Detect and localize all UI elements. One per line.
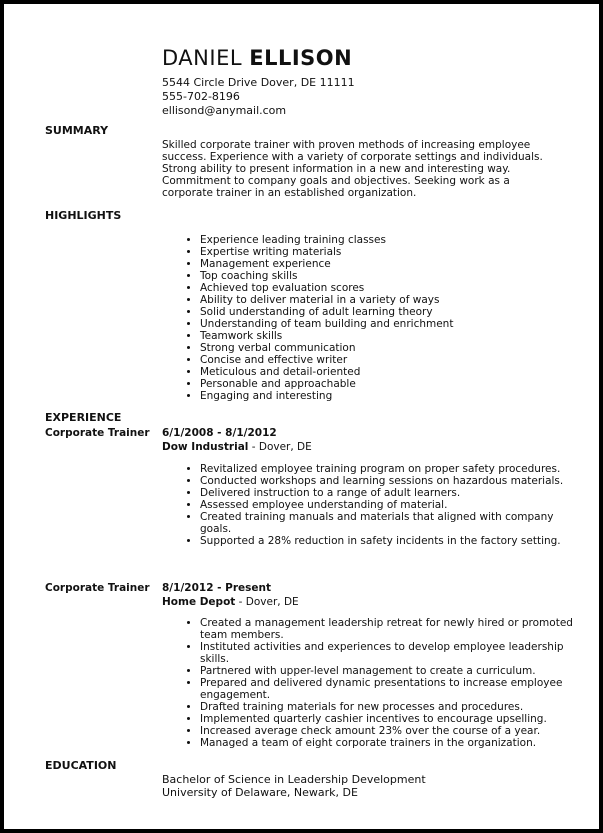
list-item: • Expertise writing materials	[200, 246, 580, 258]
list-item: • Meticulous and detail-oriented	[200, 366, 580, 378]
company-name: Dow Industrial	[162, 441, 249, 453]
job-dates: 8/1/2012 - Present	[162, 582, 272, 594]
list-item: • Achieved top evaluation scores	[200, 282, 580, 294]
summary-heading: SUMMARY	[45, 124, 109, 137]
list-item: • Partnered with upper-level management to create a curriculum.	[200, 665, 580, 677]
list-item: • Drafted training materials for new processes and procedures.	[200, 701, 580, 713]
list-item: • Teamwork skills	[200, 330, 580, 342]
education-heading: EDUCATION	[45, 759, 117, 772]
list-item: • Experience leading training classes	[200, 234, 580, 246]
company-location: - Dover, DE	[248, 441, 312, 453]
first-name: DANIEL	[162, 46, 243, 70]
list-item: • Revitalized employee training program on proper safety procedures.	[200, 463, 580, 475]
job-title: Corporate Trainer	[45, 427, 150, 439]
list-item: • Prepared and delivered dynamic presentations to increase employee engagement.	[200, 677, 580, 701]
company-name: Home Depot	[162, 596, 236, 608]
list-item: • Management experience	[200, 258, 580, 270]
list-item: • Created training manuals and materials that aligned with company goals.	[200, 511, 580, 535]
phone: 555-702-8196	[162, 90, 240, 103]
list-item: • Solid understanding of adult learning theory	[200, 306, 580, 318]
list-item: • Managed a team of eight corporate trainers in the organization.	[200, 737, 580, 749]
list-item: • Engaging and interesting	[200, 390, 580, 402]
highlights-list	[184, 234, 580, 402]
job-title: Corporate Trainer	[45, 582, 150, 594]
list-item: • Strong verbal communication	[200, 342, 580, 354]
candidate-name	[162, 46, 352, 70]
job-dates: 6/1/2008 - 8/1/2012	[162, 427, 277, 439]
job-bullets	[184, 617, 580, 749]
list-item: • Concise and effective writer	[200, 354, 580, 366]
list-item: • Instituted activities and experiences to develop employee leadership skills.	[200, 641, 580, 665]
job-meta	[162, 426, 562, 454]
list-item: • Ability to deliver material in a variety of ways	[200, 294, 580, 306]
address: 5544 Circle Drive Dover, DE 11111	[162, 76, 355, 89]
job-meta	[162, 581, 562, 609]
job-company-line	[162, 595, 562, 609]
experience-heading: EXPERIENCE	[45, 411, 122, 424]
job-company-line	[162, 440, 562, 454]
job-bullets	[184, 463, 580, 547]
education-details	[162, 773, 426, 799]
list-item: • Created a management leadership retreat for newly hired or promoted team members.	[200, 617, 580, 641]
list-item: • Personable and approachable	[200, 378, 580, 390]
summary-text: Skilled corporate trainer with proven methods of increasing employee success. Experience with a variety of corporate settings and individuals. Strong ability to present information in a new and interesting way. Commitment to company goals and objectives. Seeking work as a corporate trainer in an established organization.	[162, 139, 543, 199]
list-item: • Supported a 28% reduction in safety incidents in the factory setting.	[200, 535, 580, 547]
list-item: • Conducted workshops and learning sessions on hazardous materials.	[200, 475, 580, 487]
list-item: • Increased average check amount 23% over the course of a year.	[200, 725, 580, 737]
list-item: • Understanding of team building and enrichment	[200, 318, 580, 330]
email: ellisond@anymail.com	[162, 104, 287, 117]
list-item: • Delivered instruction to a range of adult learners.	[200, 487, 580, 499]
degree: Bachelor of Science in Leadership Development	[162, 773, 426, 786]
last-name: ELLISON	[249, 46, 353, 70]
list-item: • Top coaching skills	[200, 270, 580, 282]
school: University of Delaware, Newark, DE	[162, 786, 358, 799]
contact-info	[162, 76, 355, 118]
company-location: - Dover, DE	[235, 596, 299, 608]
list-item: • Assessed employee understanding of material.	[200, 499, 580, 511]
list-item: • Implemented quarterly cashier incentives to encourage upselling.	[200, 713, 580, 725]
highlights-heading: HIGHLIGHTS	[45, 209, 122, 222]
